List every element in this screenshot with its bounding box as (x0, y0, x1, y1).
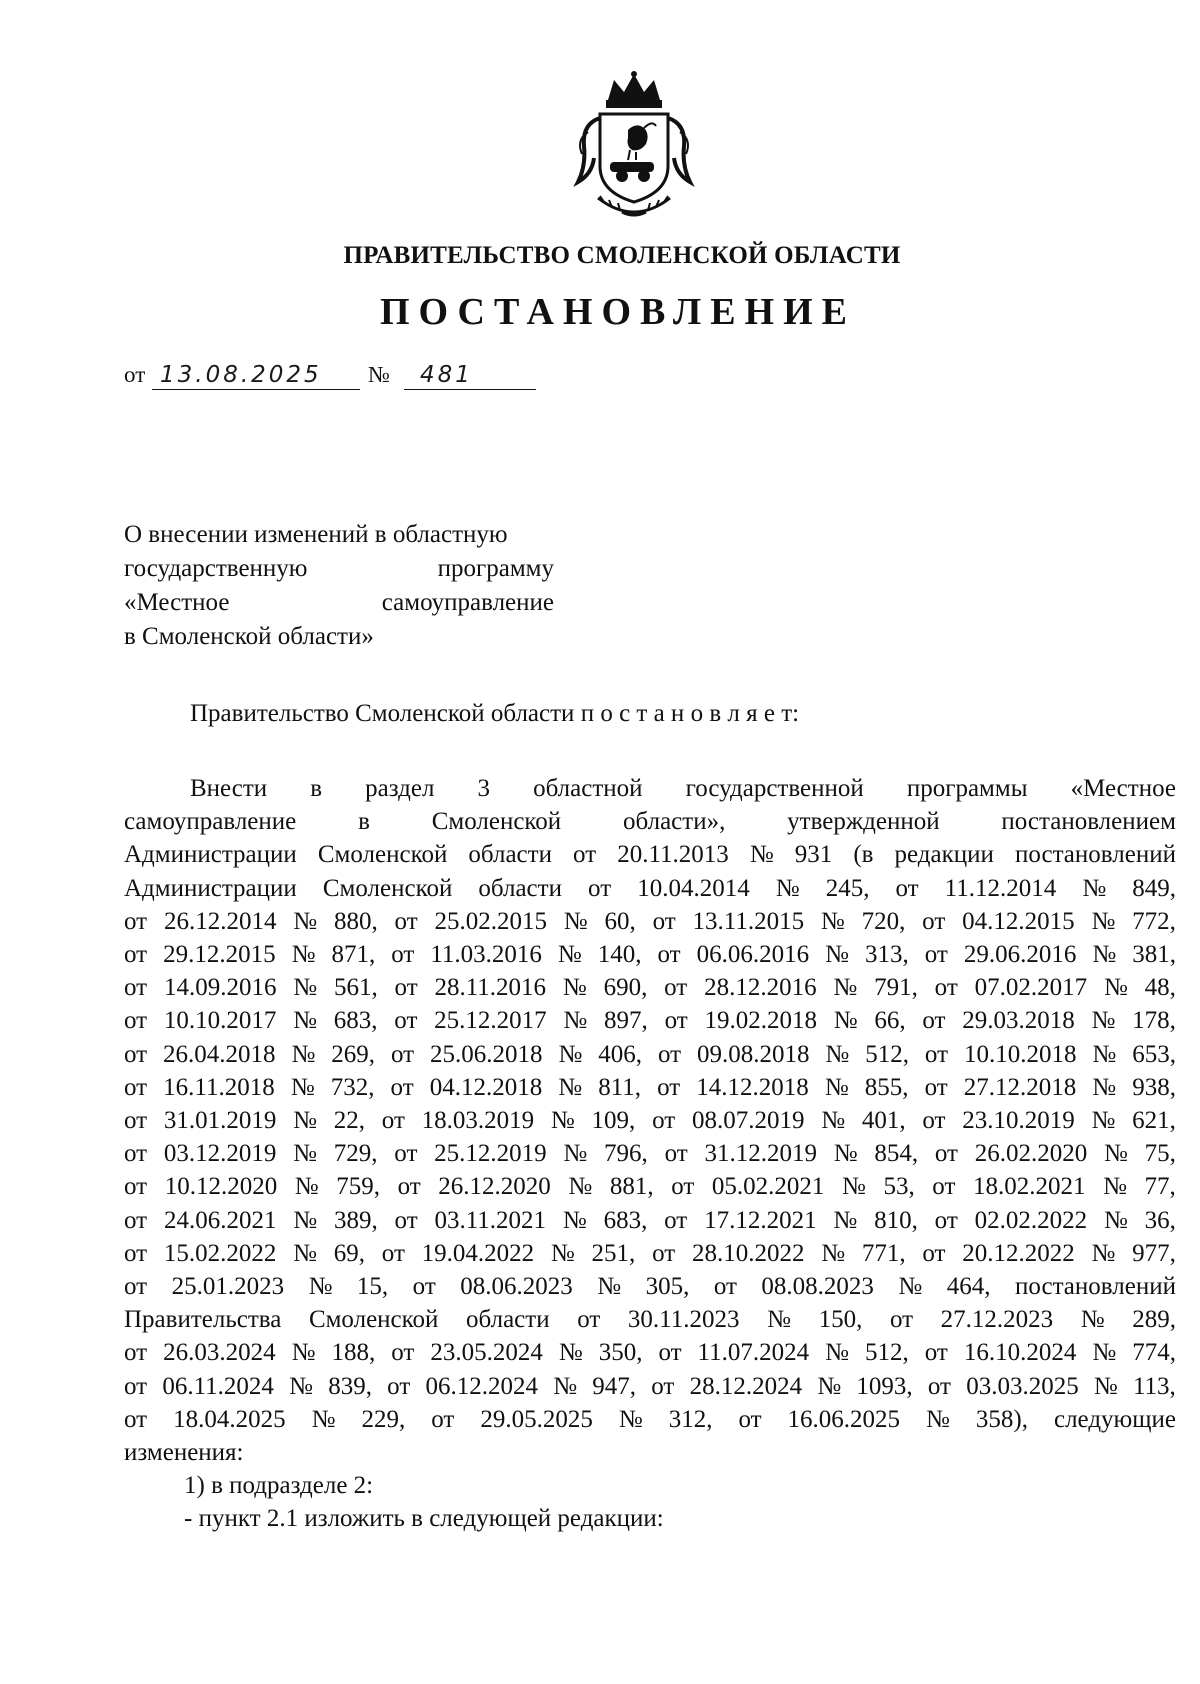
body-line: от 03.12.2019 № 729, от 25.12.2019 № 796, от 31.12.2019 № 854, от 26.02.2020 № 75, (124, 1140, 1176, 1168)
body-line: от 06.11.2024 № 839, от 06.12.2024 № 947, от 28.12.2024 № 1093, от 03.03.2025 № 113, (124, 1372, 1176, 1400)
subject-line: государственную программу (124, 555, 554, 582)
subject-line: в Смоленской области» (124, 623, 374, 650)
body-line: от 24.06.2021 № 389, от 03.11.2021 № 683, от 17.12.2021 № 810, от 02.02.2022 № 36, (124, 1206, 1176, 1234)
date-number-line (124, 358, 544, 392)
preamble-resolves: п о с т а н о в л я е т: (580, 700, 800, 727)
document-body (124, 772, 1176, 1536)
preamble-text: Правительство Смоленской области (190, 700, 575, 727)
body-line: от 26.03.2024 № 188, от 23.05.2024 № 350, от 11.07.2024 № 512, от 16.10.2024 № 774, (124, 1339, 1176, 1367)
body-line: от 10.12.2020 № 759, от 26.12.2020 № 881, от 05.02.2021 № 53, от 18.02.2021 № 77, (124, 1173, 1176, 1201)
body-line: Администрации Смоленской области от 20.11.2013 № 931 (в редакции постановлений (124, 841, 1176, 869)
body-line: от 26.04.2018 № 269, от 25.06.2018 № 406, от 09.08.2018 № 512, от 10.10.2018 № 653, (124, 1040, 1176, 1068)
body-line: от 10.10.2017 № 683, от 25.12.2017 № 897, от 19.02.2018 № 66, от 29.03.2018 № 178, (124, 1007, 1176, 1035)
subject-line: О внесении изменений в областную (124, 521, 508, 548)
amendment-subitem: - пункт 2.1 изложить в следующей редакции: (184, 1505, 664, 1533)
document-subject (124, 518, 554, 654)
body-line: Внести в раздел 3 областной государственной программы «Местное (190, 775, 1176, 802)
body-line: от 25.01.2023 № 15, от 08.06.2023 № 305, от 08.08.2023 № 464, постановлений (124, 1273, 1176, 1301)
body-line: от 18.04.2025 № 229, от 29.05.2025 № 312, от 16.06.2025 № 358), следующие (124, 1405, 1176, 1433)
coat-of-arms-icon (570, 70, 698, 220)
amendment-item: 1) в подразделе 2: (184, 1472, 374, 1500)
body-line: изменения: (124, 1439, 244, 1467)
body-line: от 15.02.2022 № 69, от 19.04.2022 № 251, от 28.10.2022 № 771, от 20.12.2022 № 977, (124, 1239, 1176, 1267)
document-type-heading: ПОСТАНОВЛЕНИЕ (379, 291, 857, 333)
body-line: Правительства Смоленской области от 30.11.2023 № 150, от 27.12.2023 № 289, (124, 1306, 1176, 1334)
handwritten-number: 481 (420, 362, 473, 388)
body-line: Администрации Смоленской области от 10.04.2014 № 245, от 11.12.2014 № 849, (124, 874, 1176, 902)
body-line: самоуправление в Смоленской области», утвержденной постановлением (124, 808, 1176, 836)
body-line: от 14.09.2016 № 561, от 28.11.2016 № 690, от 28.12.2016 № 791, от 07.02.2017 № 48, (124, 974, 1176, 1002)
body-line: от 29.12.2015 № 871, от 11.03.2016 № 140, от 06.06.2016 № 313, от 29.06.2016 № 381, (124, 941, 1176, 969)
subject-line: «Местное самоуправление (124, 589, 554, 616)
preamble (190, 700, 799, 728)
number-label: № (368, 362, 390, 387)
number-underline (404, 389, 536, 390)
body-line: от 31.01.2019 № 22, от 18.03.2019 № 109, от 08.07.2019 № 401, от 23.10.2019 № 621, (124, 1107, 1176, 1135)
handwritten-date: 13.08.2025 (160, 362, 322, 388)
body-line: от 16.11.2018 № 732, от 04.12.2018 № 811, от 14.12.2018 № 855, от 27.12.2018 № 938, (124, 1073, 1176, 1101)
body-line: от 26.12.2014 № 880, от 25.02.2015 № 60, от 13.11.2015 № 720, от 04.12.2015 № 772, (124, 907, 1176, 935)
organization-title: ПРАВИТЕЛЬСТВО СМОЛЕНСКОЙ ОБЛАСТИ (343, 242, 901, 269)
date-underline (152, 389, 360, 390)
date-label: от (124, 362, 146, 387)
